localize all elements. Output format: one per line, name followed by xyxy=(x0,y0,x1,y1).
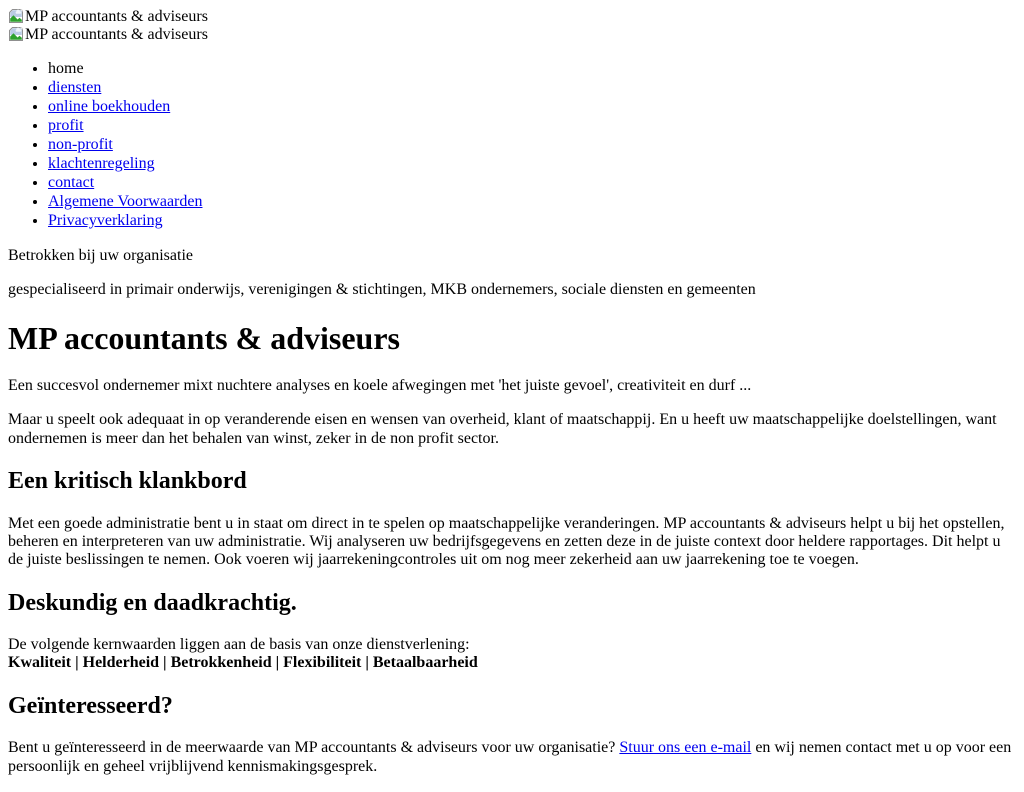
nav-link-algemene-voorwaarden[interactable]: Algemene Voorwaarden xyxy=(48,193,203,210)
nav-item-contact xyxy=(48,174,1016,193)
page xyxy=(8,8,1016,776)
nav-link-diensten[interactable]: diensten xyxy=(48,79,102,96)
nav-item-profit xyxy=(48,117,1016,136)
nav-label-home: home xyxy=(48,60,84,77)
nav-item-online-boekhouden xyxy=(48,98,1016,117)
nav-item-home xyxy=(48,60,1016,79)
logo-alt-text: MP accountants & adviseurs xyxy=(25,26,208,43)
nav-link-non-profit[interactable]: non-profit xyxy=(48,136,113,153)
email-link[interactable]: Stuur ons een e-mail xyxy=(619,739,752,757)
cta-text-before: Bent u geïnteresseerd in de meerwaarde van MP accountants & adviseurs voor uw organisatie? xyxy=(8,739,620,757)
page-title: MP accountants & adviseurs xyxy=(8,319,400,356)
logo-image-2 xyxy=(8,26,1016,44)
nav-link-profit[interactable]: profit xyxy=(48,117,84,134)
nav-item-klachtenregeling xyxy=(48,155,1016,174)
paragraph-maar-u-speelt: Maar u speelt ook adequaat in op veranderende eisen en wensen van overheid, klant of maatschappij. En u heeft uw maatschappelijke doelstellingen, want ondernemen is meer dan het behalen van winst, zeker in de non profit sector. xyxy=(8,411,997,447)
logo-alt-text: MP accountants & adviseurs xyxy=(25,8,208,25)
nav-item-algemene-voorwaarden xyxy=(48,193,1016,212)
kernwaarden-values: Kwaliteit | Helderheid | Betrokkenheid | Flexibiliteit | Betaalbaarheid xyxy=(8,654,478,672)
kernwaarden-intro: De volgende kernwaarden liggen aan de basis van onze dienstverlening: xyxy=(8,636,470,654)
nav-item-diensten xyxy=(48,79,1016,98)
paragraph-succesvol-ondernemer: Een succesvol ondernemer mixt nuchtere analyses en koele afwegingen met 'het juiste gevoel', creativiteit en durf ... xyxy=(8,376,752,394)
subtitle: gespecialiseerd in primair onderwijs, verenigingen & stichtingen, MKB ondernemers, sociale diensten en gemeenten xyxy=(8,281,756,299)
logo-image-1 xyxy=(8,8,1016,26)
cta-text-after: en wij nemen contact met u op voor een persoonlijk en geheel vrijblijvend kennismakingsgesprek. xyxy=(8,739,1012,775)
broken-image-icon xyxy=(8,26,24,42)
nav-item-non-profit xyxy=(48,136,1016,155)
nav-link-privacyverklaring[interactable]: Privacyverklaring xyxy=(48,212,163,229)
nav-list xyxy=(8,60,1016,231)
paragraph-cta xyxy=(8,739,1016,776)
tagline: Betrokken bij uw organisatie xyxy=(8,247,193,264)
nav-link-online-boekhouden[interactable]: online boekhouden xyxy=(48,98,171,115)
heading-geinteresseerd: Geïnteresseerd? xyxy=(8,692,173,719)
paragraph-kernwaarden xyxy=(8,636,1016,673)
heading-deskundig: Deskundig en daadkrachtig. xyxy=(8,589,297,616)
nav-link-klachtenregeling[interactable]: klachtenregeling xyxy=(48,155,155,172)
broken-image-icon xyxy=(8,8,24,24)
nav-item-privacyverklaring xyxy=(48,212,1016,231)
nav-link-contact[interactable]: contact xyxy=(48,174,95,191)
paragraph-kritisch-klankbord: Met een goede administratie bent u in staat om direct in te spelen op maatschappelijke veranderingen. MP accountants & adviseurs helpt u bij het opstellen, beheren en interpreteren van uw administratie. Wij analyseren uw bedrijfsgegevens en zetten deze in de juiste context door heldere rapportages. Dit helpt u de juiste beslissingen te nemen. Ook voeren wij jaarrekeningcontroles uit om nog meer zekerheid aan uw jaarrekening toe te voegen. xyxy=(8,514,1005,569)
heading-kritisch-klankbord: Een kritisch klankbord xyxy=(8,468,247,495)
